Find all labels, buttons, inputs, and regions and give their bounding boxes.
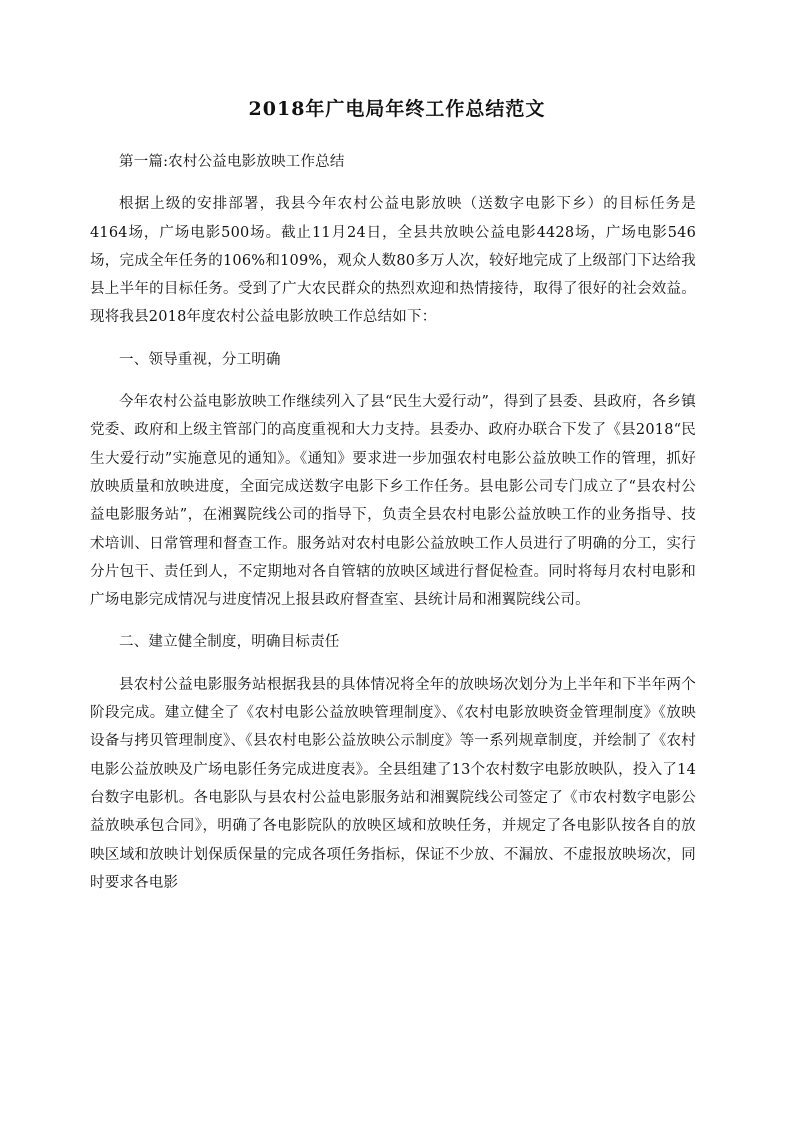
point2-heading: 二、建立健全制度，明确目标责任 [119, 634, 340, 651]
section-heading: 第一篇:农村公益电影放映工作总结 [119, 154, 345, 170]
document-body [90, 148, 696, 897]
point2-paragraph: 县农村公益电影服务站根据我县的具体情况将全年的放映场次划分为上半年和下半年两个阶段完成。建立健全了《农村电影公益放映管理制度》、《农村电影放映资金管理制度》《放映设备与拷贝管理制度》、《县农村电影公益放映公示制度》等一系列规章制度，并绘制了《农村电影公益放映及广场电影任务完成进度表》。全县组建了13个农村数字电影放映队，投入了14台数字电影机。各电影队与县农村公益电影服务站和湘翼院线公司签定了《市农村数字电影公益放映承包合同》，明确了各电影院队的放映区域和放映任务，并规定了各电影队按各自的放映区域和放映计划保质保量的完成各项任务指标，保证不少放、不漏放、不虚报放映场次，同时要求各电影 [90, 676, 696, 891]
point1-paragraph: 今年农村公益电影放映工作继续列入了县“民生大爱行动”，得到了县委、县政府，各乡镇党委、政府和上级主管部门的高度重视和大力支持。县委办、政府办联合下发了《县2018“民生大爱行动”实施意见的通知》。《通知》要求进一步加强农村电影公益放映工作的管理，抓好放映质量和放映进度，全面完成送数字电影下乡工作任务。县电影公司专门成立了“县农村公益电影服务站”，在湘翼院线公司的指导下，负责全县农村电影公益放映工作的业务指导、技术培训、日常管理和督查工作。服务站对农村电影公益放映工作人员进行了明确的分工，实行分片包干、责任到人，不定期地对各自管辖的放映区域进行督促检查。同时将每月农村电影和广场电影完成情况与进度情况上报县政府督查室、县统计局和湘翼院线公司。 [90, 394, 696, 609]
point1-heading: 一、领导重视，分工明确 [119, 351, 281, 368]
document-title: 2018年广电局年终工作总结范文 [248, 98, 546, 120]
intro-paragraph: 根据上级的安排部署，我县今年农村公益电影放映（送数字电影下乡）的目标任务是4164场，广场电影500场。截止11月24日，全县共放映公益电影4428场，广场电影546场，完成全年任务的106%和109%，观众人数80多万人次，较好地完成了上级部门下达给我县上半年的目标任务。受到了广大农民群众的热烈欢迎和热情接待，取得了很好的社会效益。现将我县2018年度农村公益电影放映工作总结如下： [90, 196, 696, 326]
